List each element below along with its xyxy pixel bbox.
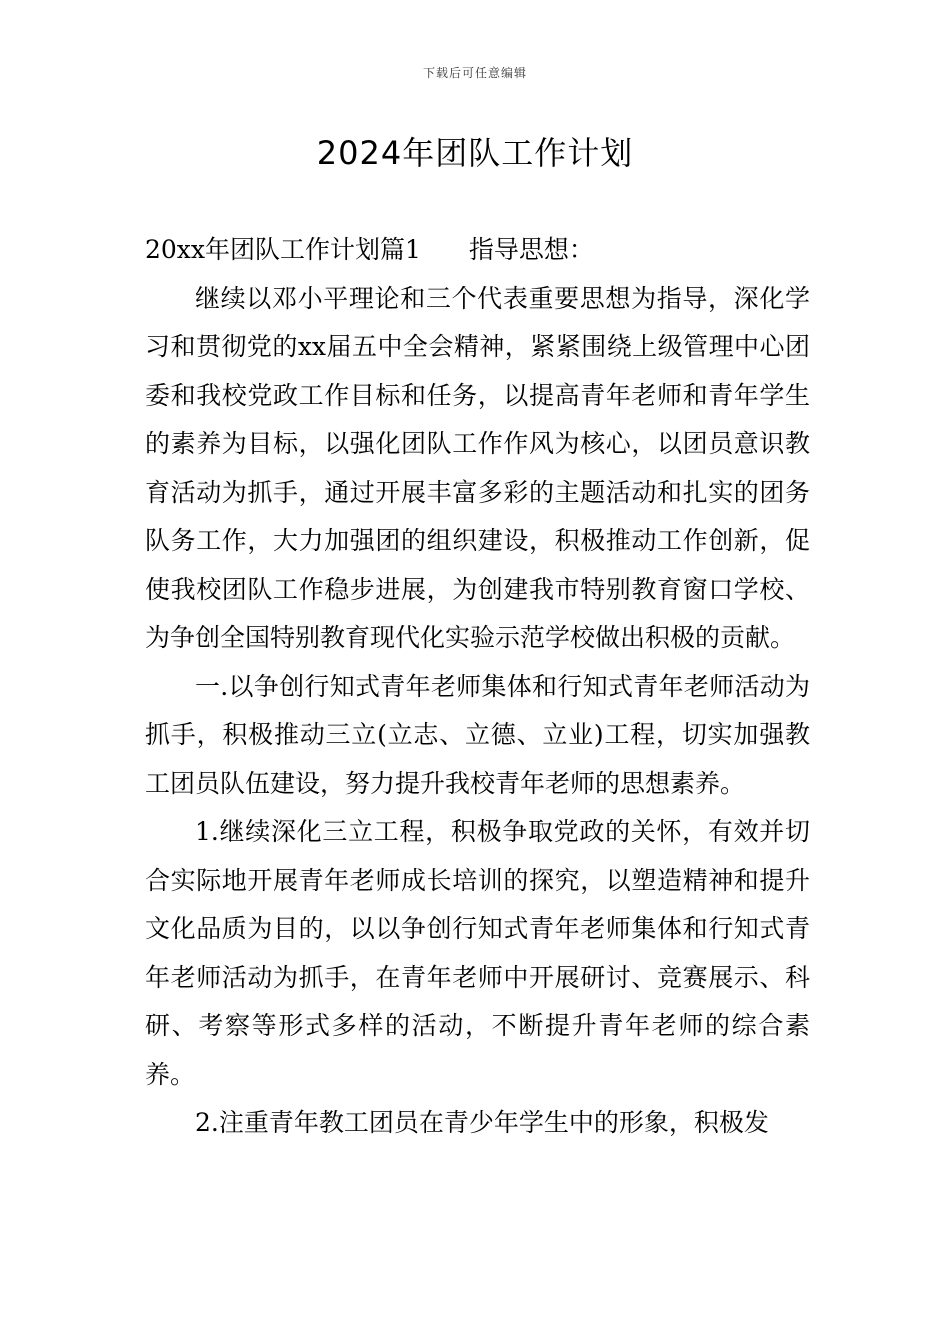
document-body (145, 226, 810, 1148)
document-title: 2024年团队工作计划 (316, 134, 634, 172)
paragraph-section-one: 一.以争创行知式青年老师集体和行知式青年老师活动为抓手，积极推动三立(立志、立德、立业)工程，切实加强教工团员队伍建设，努力提升我校青年老师的思想素养。 (145, 671, 810, 798)
paragraph-guiding-thought: 继续以邓小平理论和三个代表重要思想为指导，深化学习和贯彻党的xx届五中全会精神，紧紧围绕上级管理中心团委和我校党政工作目标和任务，以提高青年老师和青年学生的素养为目标，以强化团队工作作风为核心，以团员意识教育活动为抓手，通过开展丰富多彩的主题活动和扎实的团务队务工作，大力加强团的组织建设，积极推动工作创新，促使我校团队工作稳步进展，为创建我市特别教育窗口学校、为争创全国特别教育现代化实验示范学校做出积极的贡献。 (145, 283, 810, 652)
paragraph-item-2: 2.注重青年教工团员在青少年学生中的形象，积极发 (195, 1108, 769, 1137)
plan-heading: 20xx年团队工作计划篇1 (145, 235, 421, 264)
header-note: 下载后可任意编辑 (422, 66, 527, 80)
section-label-guiding-thought: 指导思想： (468, 235, 594, 264)
paragraph-item-1: 1.继续深化三立工程，积极争取党政的关怀，有效并切合实际地开展青年老师成长培训的探究，以塑造精神和提升文化品质为目的，以以争创行知式青年老师集体和行知式青年老师活动为抓手，在青年老师中开展研讨、竞赛展示、科研、考察等形式多样的活动，不断提升青年老师的综合素养。 (145, 817, 810, 1089)
subtitle-line (145, 226, 810, 275)
